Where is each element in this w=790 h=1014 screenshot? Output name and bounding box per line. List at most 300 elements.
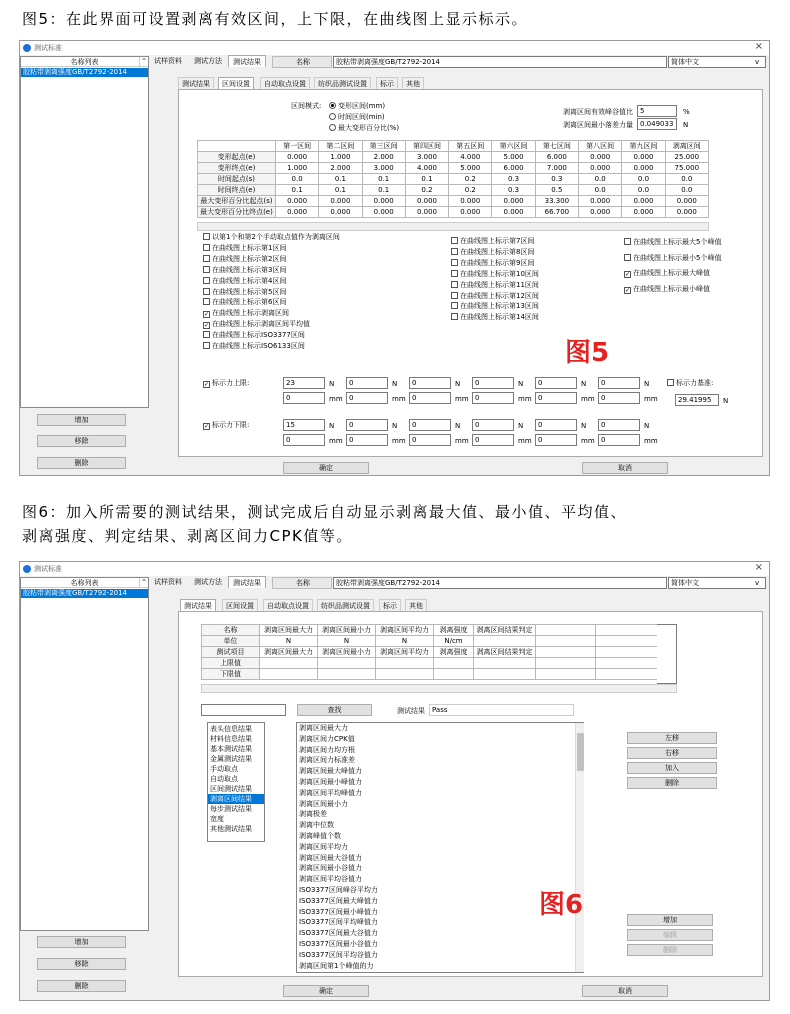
move-button[interactable]: 移除 (37, 958, 126, 970)
result-item[interactable]: ISO3377区间平均谷值力 (299, 950, 378, 959)
table-cell[interactable]: 0.000 (622, 152, 665, 163)
mark-check-left[interactable] (203, 244, 286, 253)
mode-max-percent[interactable] (329, 124, 399, 133)
checkbox-icon[interactable] (624, 254, 631, 261)
table-cell[interactable]: 0.1 (319, 185, 362, 196)
grid-cell[interactable]: 剥离区间最小力 (318, 625, 376, 636)
table-cell[interactable]: 33.300 (535, 196, 578, 207)
limit-force-field[interactable]: 0 (472, 419, 514, 431)
checkbox-icon[interactable] (451, 237, 458, 244)
unit-mm-label: mm (329, 437, 343, 445)
grid-cell[interactable] (474, 636, 536, 647)
cancel-button[interactable]: 取消 (582, 985, 668, 997)
move-right-button[interactable]: 右移 (627, 747, 717, 759)
table-cell[interactable]: 0.2 (405, 185, 448, 196)
grid-row (202, 658, 658, 669)
unit-mm-label: mm (644, 437, 658, 445)
table-cell[interactable]: 1.000 (275, 163, 318, 174)
grid-cell[interactable]: N/cm (434, 636, 474, 647)
table-cell[interactable]: 6.000 (535, 152, 578, 163)
table-cell[interactable]: 0.000 (319, 207, 362, 218)
unit-n-label: N (518, 380, 524, 388)
name-label-box: 名称 (272, 577, 332, 589)
limit-force-field[interactable]: 0 (535, 419, 577, 431)
table-cell[interactable]: 0.000 (275, 152, 318, 163)
result-item[interactable]: 剥离区间第1个峰值的力 (299, 961, 374, 970)
grid-cell[interactable]: 剥离区间结果判定 (474, 647, 536, 658)
name-list[interactable] (20, 577, 149, 931)
table-cell[interactable]: 0.1 (362, 174, 405, 185)
limit-force-field[interactable]: 23 (283, 377, 325, 389)
table-cell[interactable]: 7.000 (535, 163, 578, 174)
checkbox-icon[interactable] (624, 238, 631, 245)
min-diff-field[interactable]: 0.049033 (637, 118, 677, 130)
chevron-down-icon[interactable]: v (755, 58, 760, 66)
limit-force-field[interactable]: 0 (472, 377, 514, 389)
mark-check-mid[interactable] (451, 292, 539, 301)
subtab-auto-point[interactable]: 自动取点设置 (263, 599, 313, 611)
name-field[interactable]: 胶粘带剥离强度GB/T2792-2014 (333, 577, 667, 589)
check-label: 在曲线图上标示第1区间 (212, 243, 287, 252)
mark-check-right[interactable] (624, 285, 710, 294)
result-item[interactable]: 剥离区间最小力 (299, 799, 348, 808)
table-cell[interactable]: 5.000 (449, 163, 492, 174)
table-cell[interactable]: 1.000 (319, 152, 362, 163)
table-cell[interactable]: 0.0 (622, 185, 665, 196)
limit-position-field[interactable]: 0 (472, 434, 514, 446)
table-cell[interactable]: 0.1 (275, 185, 318, 196)
checkbox-icon[interactable] (203, 298, 210, 305)
mark-check-left[interactable] (203, 233, 340, 242)
mark-check-mid[interactable] (451, 281, 539, 290)
checkbox-icon[interactable] (451, 302, 458, 309)
grid-cell[interactable]: N (376, 636, 434, 647)
grid-cell-empty[interactable] (596, 658, 658, 669)
result-item[interactable]: 剥离区间平均谷值力 (299, 875, 362, 884)
limit-force-field[interactable]: 0 (409, 419, 451, 431)
table-cell[interactable]: 0.0 (665, 174, 708, 185)
mark-check-left[interactable] (203, 342, 305, 351)
radio-icon[interactable] (329, 124, 336, 131)
mark-check-right[interactable] (624, 269, 710, 278)
checkbox-icon[interactable] (203, 266, 210, 273)
check-label: 在曲线图上标示第6区间 (212, 298, 287, 307)
subtab-interval-settings[interactable]: 区间设置 (222, 599, 258, 611)
table-cell[interactable]: 3.000 (362, 163, 405, 174)
table-cell[interactable]: 0.000 (405, 196, 448, 207)
grid-cell[interactable] (434, 658, 474, 669)
name-field[interactable]: 胶粘带剥离强度GB/T2792-2014 (333, 56, 667, 68)
grid-cell[interactable]: 剥离区间结果判定 (474, 625, 536, 636)
grid-cell[interactable]: N (260, 636, 318, 647)
check-label: 在曲线图上标示最小5个峰值 (633, 253, 722, 262)
subtab-mark[interactable]: 标示 (376, 77, 398, 89)
min-diff-unit: N (683, 121, 689, 129)
mark-check-mid[interactable] (451, 313, 539, 322)
table-cell[interactable]: 0.000 (579, 196, 622, 207)
mark-check-left[interactable] (203, 288, 286, 297)
result-item[interactable]: 剥离区间最大峰值力 (299, 767, 362, 776)
limit-position-field[interactable]: 0 (598, 434, 640, 446)
tab-sample-info[interactable]: 试样资料 (154, 578, 182, 586)
limit-position-field[interactable]: 0 (472, 392, 514, 404)
grid-cell[interactable]: N (318, 636, 376, 647)
table-cell[interactable]: 4.000 (449, 152, 492, 163)
grid-cell-empty[interactable] (536, 625, 596, 636)
result-grid-area (657, 624, 677, 684)
ok-button[interactable]: 确定 (283, 462, 369, 474)
result-field[interactable]: Pass (429, 704, 574, 716)
result-item[interactable]: 剥离区间力均方根 (299, 745, 355, 754)
mark-check-mid[interactable] (451, 270, 539, 279)
radio-icon[interactable] (329, 113, 336, 120)
table-cell[interactable]: 0.000 (579, 207, 622, 218)
limit-force-field[interactable]: 0 (598, 419, 640, 431)
mark-check-mid[interactable] (451, 237, 534, 246)
subtab-other[interactable]: 其他 (402, 77, 424, 89)
result-item[interactable]: 剥离区间力标准差 (299, 756, 355, 765)
category-item[interactable]: 手动取点 (210, 765, 238, 773)
table-cell[interactable]: 0.000 (622, 207, 665, 218)
table-cell[interactable]: 0.2 (449, 174, 492, 185)
table-cell[interactable]: 0.000 (579, 163, 622, 174)
table-header-cell (198, 141, 276, 152)
scroll-up-icon[interactable]: ^ (139, 57, 148, 67)
item-list-scrollbar[interactable] (575, 723, 584, 972)
search-input[interactable] (201, 704, 286, 716)
delete-button[interactable]: 删除 (37, 457, 126, 469)
result-item[interactable]: 剥离区间最大谷值力 (299, 853, 362, 862)
result-item[interactable]: ISO3377区间峰谷平均力 (299, 885, 378, 894)
mark-check-left[interactable] (203, 298, 286, 307)
join-button[interactable]: 加入 (627, 762, 717, 774)
table-cell[interactable]: 0.000 (665, 207, 708, 218)
table-cell[interactable]: 0.000 (362, 196, 405, 207)
subtab-textile[interactable]: 纺织品测试设置 (317, 599, 374, 611)
peak-ratio-field[interactable]: 5 (637, 105, 677, 117)
tab-sample-info[interactable]: 试样资料 (154, 57, 182, 65)
category-item[interactable]: 宽度 (210, 815, 224, 823)
table-cell[interactable]: 0.000 (449, 207, 492, 218)
item-list[interactable] (296, 722, 584, 973)
category-item[interactable]: 表头信息结果 (210, 725, 252, 733)
category-item[interactable]: 区间测试结果 (210, 785, 252, 793)
table-hscroll[interactable] (197, 222, 709, 231)
table-cell[interactable]: 0.000 (275, 196, 318, 207)
result-item[interactable]: ISO3377区间最大峰值力 (299, 896, 378, 905)
result-item[interactable]: 剥离区间最小谷值力 (299, 864, 362, 873)
tab-test-result[interactable]: 测试结果 (228, 576, 266, 588)
category-item[interactable]: 自动取点 (210, 775, 238, 783)
grid-cell-empty[interactable] (596, 636, 658, 647)
result-item[interactable]: 剥离区间最小峰值力 (299, 777, 362, 786)
grid-row-label: 测试项目 (202, 647, 260, 658)
result-item[interactable]: 剥离区间平均力 (299, 842, 348, 851)
subtab-test-result[interactable]: 测试结果 (178, 77, 214, 89)
grid-cell[interactable]: 剥离区间最小力 (318, 647, 376, 658)
tab-test-result[interactable]: 测试结果 (228, 55, 266, 67)
grid-cell[interactable]: 剥离区间最大力 (260, 625, 318, 636)
table-header-cell: 第五区间 (449, 141, 492, 152)
category-item[interactable]: 金属测试结果 (210, 755, 252, 763)
language-select[interactable]: 简体中文 (668, 56, 766, 68)
limit-position-field[interactable]: 0 (283, 434, 325, 446)
ok-button[interactable]: 确定 (283, 985, 369, 997)
table-cell[interactable]: 0.0 (622, 174, 665, 185)
grid-cell[interactable] (260, 669, 318, 680)
grid-cell-empty[interactable] (596, 647, 658, 658)
mark-check-left[interactable] (203, 309, 289, 318)
result-item[interactable]: 剥离区间平均峰值力 (299, 788, 362, 797)
tab-test-method[interactable]: 测试方法 (194, 57, 222, 65)
close-icon[interactable]: × (754, 562, 763, 573)
grid-cell[interactable] (434, 669, 474, 680)
table-cell[interactable]: 0.000 (362, 207, 405, 218)
add-button[interactable]: 增加 (37, 414, 126, 426)
delete-button[interactable]: 删除 (37, 980, 126, 992)
grid-cell[interactable] (260, 658, 318, 669)
subtab-other[interactable]: 其他 (405, 599, 427, 611)
result-item[interactable]: ISO3377区间平均峰值力 (299, 918, 378, 927)
result-item[interactable]: ISO3377区间最大谷值力 (299, 929, 378, 938)
mode-time[interactable] (329, 113, 385, 122)
mark-check-left[interactable] (203, 331, 305, 340)
name-list[interactable] (20, 56, 149, 408)
grid-cell[interactable] (474, 669, 536, 680)
result-item[interactable]: ISO3377区间最小谷值力 (299, 939, 378, 948)
move-left-button[interactable]: 左移 (627, 732, 717, 744)
mark-check-left[interactable] (203, 266, 286, 275)
table-cell[interactable]: 0.1 (319, 174, 362, 185)
subtab-interval-settings[interactable]: 区间设置 (218, 77, 254, 89)
checkbox-icon[interactable] (451, 292, 458, 299)
grid-cell-empty[interactable] (536, 636, 596, 647)
row-label-cell: 最大变形百分比起点(s) (198, 196, 276, 207)
language-select[interactable]: 简体中文 (668, 577, 766, 589)
checkbox-icon[interactable] (451, 259, 458, 266)
table-cell[interactable]: 0.000 (319, 196, 362, 207)
grid-cell[interactable]: 剥离区间平均力 (376, 647, 434, 658)
mark-check-right[interactable] (624, 238, 721, 247)
limit-position-field[interactable]: 0 (283, 392, 325, 404)
result-item[interactable]: 剥离峰值个数 (299, 831, 341, 840)
limit-force-field[interactable]: 15 (283, 419, 325, 431)
grid-cell[interactable] (318, 669, 376, 680)
limit-force-field[interactable]: 0 (409, 377, 451, 389)
radio-icon[interactable] (329, 102, 336, 109)
table-row (198, 152, 709, 163)
upper-limit-check[interactable] (203, 379, 249, 388)
min-diff-label: 剥离区间最小落差力量 (563, 121, 633, 129)
checkbox-icon[interactable] (203, 255, 210, 262)
table-cell[interactable]: 66.700 (535, 207, 578, 218)
grid-cell[interactable] (376, 669, 434, 680)
subtab-textile[interactable]: 纺织品测试设置 (314, 77, 371, 89)
grid-hscroll[interactable] (201, 684, 677, 693)
category-item[interactable]: 基本测试结果 (210, 745, 252, 753)
grid-cell[interactable]: 剥离强度 (434, 647, 474, 658)
delete-item-button[interactable]: 删除 (627, 944, 713, 956)
checkbox-icon[interactable]: ✓ (204, 381, 210, 388)
subtab-mark[interactable]: 标示 (379, 599, 401, 611)
limit-force-field[interactable]: 0 (598, 377, 640, 389)
checkbox-icon[interactable] (451, 281, 458, 288)
checkbox-icon[interactable]: ✓ (204, 423, 210, 430)
limit-force-field[interactable]: 0 (346, 419, 388, 431)
mode-deformation[interactable] (329, 102, 385, 111)
table-cell[interactable]: 25.000 (665, 152, 708, 163)
add-button[interactable]: 增加 (37, 936, 126, 948)
table-cell[interactable]: 0.1 (362, 185, 405, 196)
table-cell[interactable]: 5.000 (492, 152, 535, 163)
checkbox-icon[interactable]: ✓ (204, 322, 210, 330)
scroll-thumb[interactable] (577, 733, 584, 771)
edit-button[interactable]: 编辑 (627, 929, 713, 941)
grid-row-label: 单位 (202, 636, 260, 647)
category-item[interactable]: 材料信息结果 (210, 735, 252, 743)
table-cell[interactable]: 2.000 (319, 163, 362, 174)
result-item[interactable]: ISO3377区间最小峰值力 (299, 907, 378, 916)
search-button[interactable]: 查找 (297, 704, 372, 716)
table-cell[interactable]: 0.3 (535, 174, 578, 185)
checkbox-icon[interactable] (451, 313, 458, 320)
table-cell[interactable]: 0.000 (405, 207, 448, 218)
category-list[interactable] (207, 722, 265, 842)
unit-n-label: N (581, 380, 587, 388)
result-item[interactable]: 剥离区间力CPK值 (299, 734, 355, 743)
subtab-test-result[interactable]: 测试结果 (180, 599, 216, 611)
category-item[interactable]: 剥离区间结果 (208, 794, 264, 804)
table-cell[interactable]: 4.000 (405, 163, 448, 174)
table-cell[interactable]: 0.5 (535, 185, 578, 196)
table-cell[interactable]: 0.000 (622, 163, 665, 174)
table-cell[interactable]: 0.000 (492, 207, 535, 218)
table-cell[interactable]: 0.000 (665, 196, 708, 207)
grid-cell-empty[interactable] (536, 658, 596, 669)
limit-position-field[interactable]: 0 (346, 392, 388, 404)
check-label: 在曲线图上标示第3区间 (212, 265, 287, 274)
baseline-check[interactable] (667, 379, 713, 388)
title-bar (20, 562, 769, 576)
baseline-field[interactable]: 29.41995 (675, 394, 719, 406)
table-cell[interactable]: 75.000 (665, 163, 708, 174)
table-header-cell: 第八区间 (579, 141, 622, 152)
checkbox-icon[interactable]: ✓ (625, 271, 631, 278)
new-button[interactable]: 增加 (627, 914, 713, 926)
checkbox-icon[interactable] (203, 342, 210, 349)
grid-cell-empty[interactable] (536, 647, 596, 658)
result-item[interactable]: 剥离中位数 (299, 821, 334, 830)
checkbox-icon[interactable] (451, 248, 458, 255)
mark-check-left[interactable] (203, 255, 286, 264)
name-list-item[interactable]: 胶粘带剥离强度GB/T2792-2014 (21, 589, 148, 598)
checkbox-icon[interactable] (203, 233, 210, 240)
interval-table[interactable] (197, 140, 709, 218)
grid-cell[interactable] (318, 658, 376, 669)
tab-test-method[interactable]: 测试方法 (194, 578, 222, 586)
cancel-button[interactable]: 取消 (582, 462, 668, 474)
checkbox-icon[interactable]: ✓ (625, 286, 631, 294)
grid-row (202, 669, 658, 680)
check-label: 在曲线图上标示最大5个峰值 (633, 238, 722, 246)
table-cell[interactable]: 0.000 (492, 196, 535, 207)
category-item[interactable]: 其他测试结果 (210, 825, 252, 833)
table-cell[interactable]: 0.0 (275, 174, 318, 185)
limit-position-field[interactable]: 0 (598, 392, 640, 404)
grid-cell[interactable] (376, 658, 434, 669)
mark-check-mid[interactable] (451, 248, 534, 257)
table-cell[interactable]: 0.000 (579, 152, 622, 163)
grid-cell[interactable]: 剥离区间最大力 (260, 647, 318, 658)
result-item[interactable]: 剥离区间最大力 (299, 724, 348, 732)
table-cell[interactable]: 0.2 (449, 185, 492, 196)
grid-cell[interactable] (474, 658, 536, 669)
remove-item-button[interactable]: 删除 (627, 777, 717, 789)
subtab-auto-point[interactable]: 自动取点设置 (260, 77, 310, 89)
move-button[interactable]: 移除 (37, 435, 126, 447)
grid-cell[interactable]: 剥离强度 (434, 625, 474, 636)
mark-check-left[interactable] (203, 320, 310, 329)
table-cell[interactable]: 0.000 (622, 196, 665, 207)
table-cell[interactable]: 6.000 (492, 163, 535, 174)
limit-force-field[interactable]: 0 (535, 377, 577, 389)
mark-check-left[interactable] (203, 277, 286, 286)
grid-cell-empty[interactable] (596, 669, 658, 680)
grid-row-label: 上限值 (202, 658, 260, 669)
limit-position-field[interactable]: 0 (409, 434, 451, 446)
table-cell[interactable]: 0.3 (492, 174, 535, 185)
close-icon[interactable]: × (754, 41, 763, 52)
mark-check-right[interactable] (624, 254, 721, 263)
checkbox-icon[interactable] (203, 277, 210, 284)
limit-position-field[interactable]: 0 (535, 392, 577, 404)
checkbox-icon[interactable] (203, 331, 210, 338)
table-cell[interactable]: 0.0 (579, 185, 622, 196)
lower-limit-check[interactable] (203, 421, 249, 430)
category-item[interactable]: 每步测试结果 (210, 805, 252, 813)
limit-position-field[interactable]: 0 (346, 434, 388, 446)
grid-cell-empty[interactable] (596, 625, 658, 636)
table-cell[interactable]: 3.000 (405, 152, 448, 163)
table-cell[interactable]: 2.000 (362, 152, 405, 163)
mark-check-mid[interactable] (451, 302, 539, 311)
chevron-down-icon[interactable]: v (755, 579, 760, 587)
table-cell[interactable]: 0.000 (449, 196, 492, 207)
scroll-up-icon[interactable]: ^ (139, 578, 148, 588)
check-label: 在曲线图上标示ISO6133区间 (212, 342, 305, 350)
table-cell[interactable]: 0.3 (492, 185, 535, 196)
checkbox-icon[interactable] (203, 288, 210, 295)
table-cell[interactable]: 0.0 (665, 185, 708, 196)
result-grid[interactable] (201, 624, 658, 680)
table-cell[interactable]: 0.1 (405, 174, 448, 185)
result-item[interactable]: 剥离极差 (299, 810, 327, 819)
limit-position-field[interactable]: 0 (409, 392, 451, 404)
name-list-item[interactable]: 胶粘带剥离强度GB/T2792-2014 (21, 68, 148, 77)
limit-force-field[interactable]: 0 (346, 377, 388, 389)
table-cell[interactable]: 0.0 (579, 174, 622, 185)
limit-position-field[interactable]: 0 (535, 434, 577, 446)
mark-check-mid[interactable] (451, 259, 534, 268)
checkbox-icon[interactable] (667, 379, 674, 386)
grid-cell[interactable]: 剥离区间平均力 (376, 625, 434, 636)
table-cell[interactable]: 0.000 (275, 207, 318, 218)
table-row (198, 174, 709, 185)
checkbox-icon[interactable] (203, 244, 210, 251)
checkbox-icon[interactable] (451, 270, 458, 277)
grid-cell-empty[interactable] (536, 669, 596, 680)
checkbox-icon[interactable]: ✓ (204, 311, 210, 319)
